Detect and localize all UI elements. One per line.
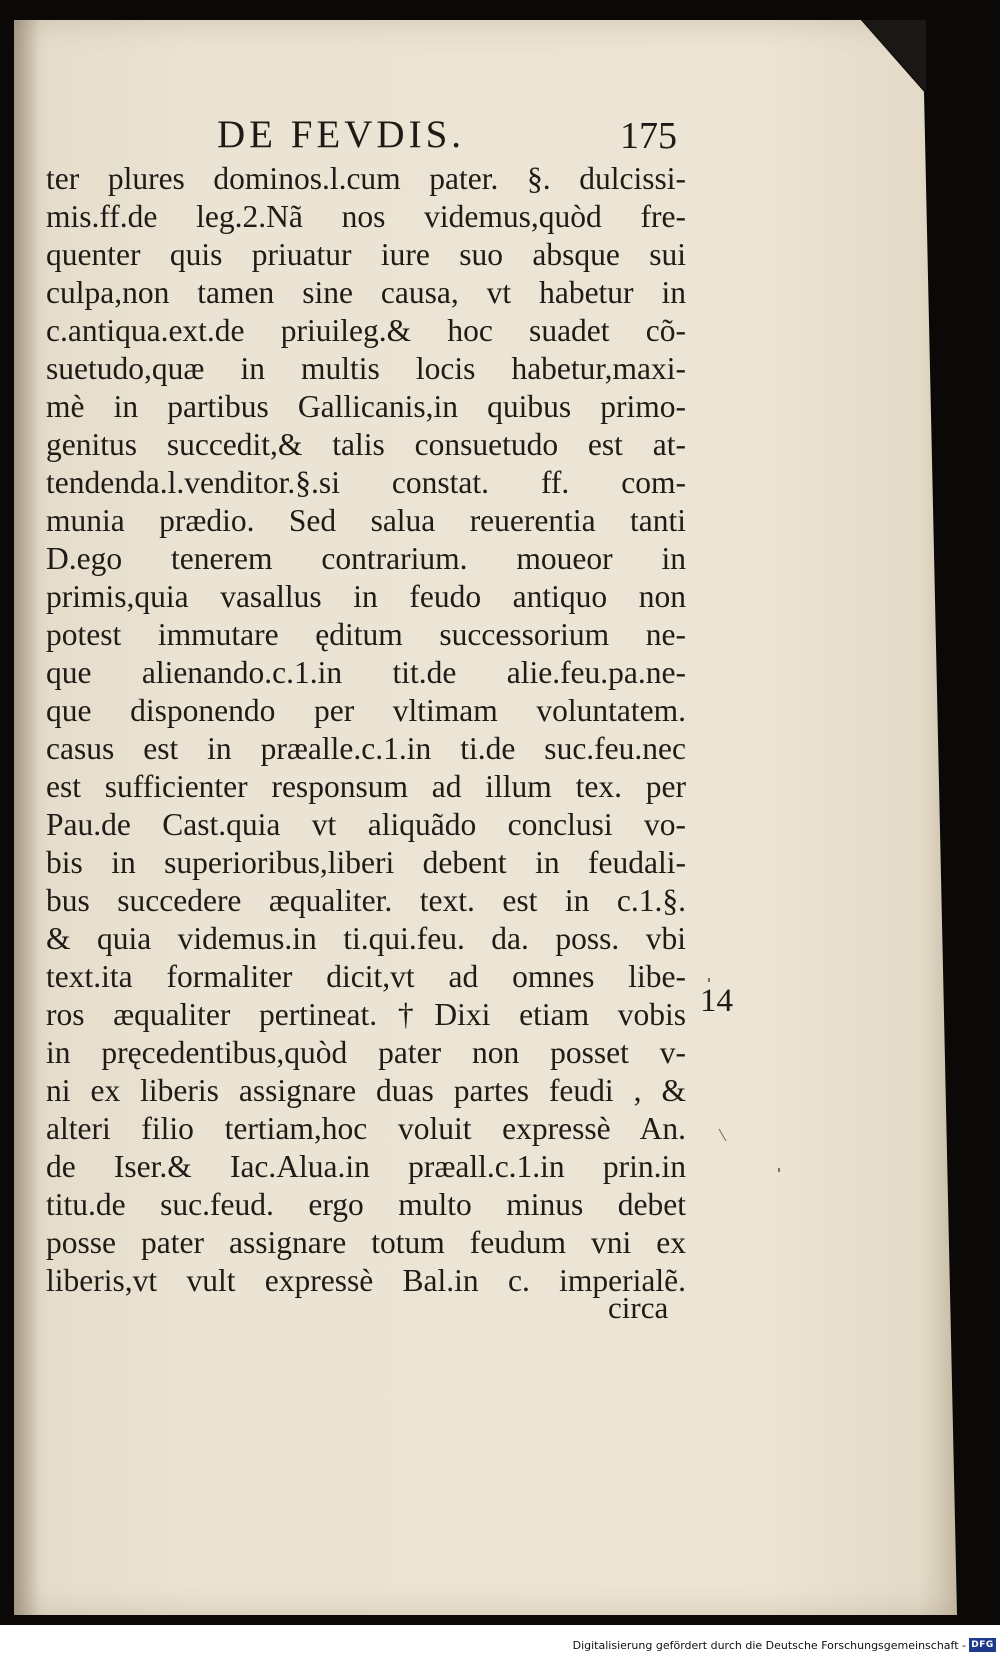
text-line: que alienando.c.1.in tit.de alie.feu.pa.ne- — [46, 655, 686, 690]
text-line: suetudo,quæ in multis locis habetur,maxi- — [46, 351, 686, 386]
page-header — [205, 112, 705, 164]
text-line: titu.de suc.feud. ergo multo minus debet — [46, 1187, 686, 1222]
funding-credit: Digitalisierung gefördert durch die Deutsche Forschungsgemeinschaft - — [572, 1639, 966, 1652]
text-line: mis.ff.de leg.2.Nã nos videmus,quòd fre- — [46, 199, 686, 234]
text-line: ros æqualiter pertineat.†Dixi etiam vobis — [46, 997, 686, 1032]
text-line: posse pater assignare totum feudum vni ex — [46, 1225, 686, 1260]
catchword: circa — [608, 1290, 669, 1325]
text-line: & quia videmus.in ti.qui.feu. da. poss. vbi — [46, 921, 686, 956]
page-number: 175 — [620, 115, 677, 157]
text-line: que disponendo per vltimam voluntatem. — [46, 693, 686, 728]
text-line: in pręcedentibus,quòd pater non posset v- — [46, 1035, 686, 1070]
text-line: quenter quis priuatur iure suo absque sui — [46, 237, 686, 272]
text-line: bus succedere æqualiter. text. est in c.1.§. — [46, 883, 686, 918]
folded-corner — [862, 20, 926, 92]
running-head: DE FEVDIS. — [217, 113, 466, 156]
text-line: casus est in præalle.c.1.in ti.de suc.feu.nec — [46, 731, 686, 766]
text-line: munia prædio. Sed salua reuerentia tanti — [46, 503, 686, 538]
text-line: liberis,vt vult expressè Bal.in c. imperialẽ. — [46, 1263, 686, 1298]
text-line: text.ita formaliter dicit,vt ad omnes libe- — [46, 959, 686, 994]
text-line: mè in partibus Gallicanis,in quibus primo- — [46, 389, 686, 424]
text-line: primis,quia vasallus in feudo antiquo non — [46, 579, 686, 614]
text-line: tendenda.l.venditor.§.si constat. ff. com- — [46, 465, 686, 500]
body-text — [46, 160, 686, 1300]
text-line: de Iser.& Iac.Alua.in præall.c.1.in prin.in — [46, 1149, 686, 1184]
text-line: bis in superioribus,liberi debent in feudali- — [46, 845, 686, 880]
paper-speck — [708, 978, 710, 982]
dfg-logo: DFG — [969, 1638, 996, 1652]
text-line: Pau.de Cast.quia vt aliquãdo conclusi vo- — [46, 807, 686, 842]
text-line: culpa,non tamen sine causa, vt habetur in — [46, 275, 686, 310]
marginal-note-number: 14 — [700, 983, 733, 1019]
text-line: genitus succedit,& talis consuetudo est at- — [46, 427, 686, 462]
text-line: c.antiqua.ext.de priuileg.& hoc suadet cõ- — [46, 313, 686, 348]
text-line: D.ego tenerem contrarium. moueor in — [46, 541, 686, 576]
text-line: potest immutare ęditum successorium ne- — [46, 617, 686, 652]
text-line: ter plures dominos.l.cum pater. §. dulcissi- — [46, 161, 686, 196]
text-line: alteri filio tertiam,hoc voluit expressè An. — [46, 1111, 686, 1146]
text-line: ni ex liberis assignare duas partes feudi , & — [46, 1073, 686, 1108]
paper-speck — [778, 1168, 780, 1172]
gutter-shadow — [14, 20, 40, 1615]
text-line: est sufficienter responsum ad illum tex. per — [46, 769, 686, 804]
